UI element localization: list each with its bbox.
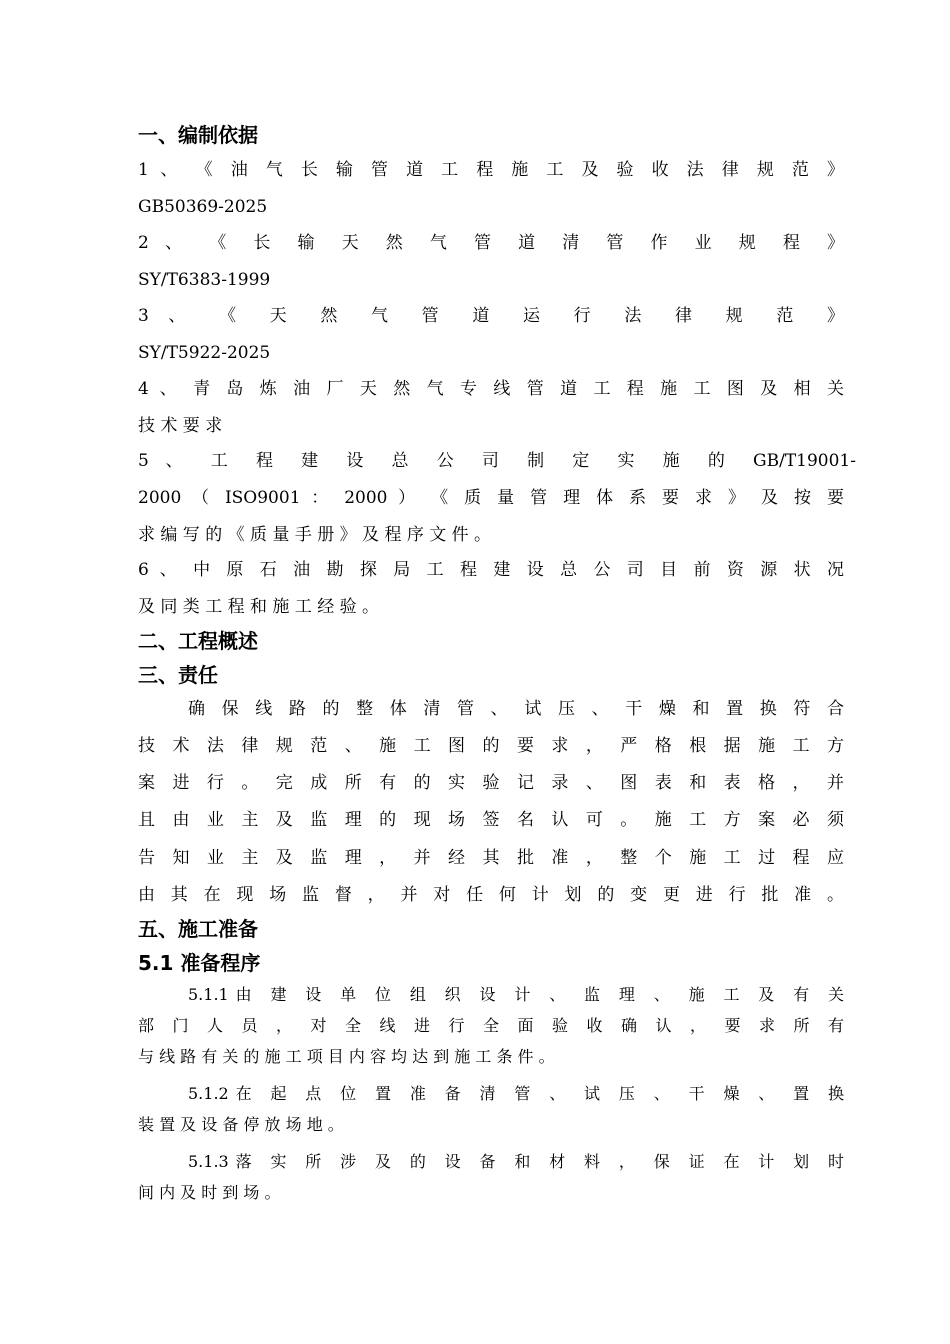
prep-5-1-3: 5.1.3落 实 所 涉 及 的 设 备 和 材 料 ， 保 证 在 计 划 时: [188, 1152, 844, 1171]
basis-item-5-cont-2: 求 编 写 的 《 质 量 手 册 》 及 程 序 文 件 。: [138, 525, 492, 545]
duty-line-5: 告 知 业 主 及 监 理 ， 并 经 其 批 准 ， 整 个 施 工 过 程 应: [138, 848, 844, 868]
basis-item-3: 3 、 《 天 然 气 管 道 运 行 法 律 规 范 》: [138, 306, 844, 326]
duty-line-2: 技 术 法 律 规 范 、 施 工 图 的 要 求 ， 严 格 根 据 施 工 方: [138, 736, 844, 756]
heading-duty: 三、责任: [138, 663, 218, 687]
basis-item-2: 2 、 《 长 输 天 然 气 管 道 清 管 作 业 规 程 》: [138, 233, 844, 253]
prep-5-1-2: 5.1.2在 起 点 位 置 准 备 清 管 、 试 压 、 干 燥 、 置 换: [188, 1084, 844, 1103]
heading-overview: 二、工程概述: [138, 629, 258, 653]
heading-basis: 一、编制依据: [138, 123, 258, 147]
basis-item-6: 6 、 中 原 石 油 勘 探 局 工 程 建 设 总 公 司 目 前 资 源 状 况: [138, 560, 844, 580]
basis-item-3-code: SY/T5922-2025: [138, 343, 271, 363]
basis-item-1: 1 、 《 油 气 长 输 管 道 工 程 施 工 及 验 收 法 律 规 范 》: [138, 160, 844, 180]
basis-item-1-code: GB50369-2025: [138, 197, 268, 217]
prep-5-1-1: 5.1.1由 建 设 单 位 组 织 设 计 、 监 理 、 施 工 及 有 关: [188, 985, 844, 1004]
basis-item-5-cont-1: 2000 （ ISO9001 ： 2000 ） 《 质 量 管 理 体 系 要 求 》 及 按 要: [138, 488, 844, 508]
prep-5-1-3-cont: 间 内 及 时 到 场 。: [138, 1183, 281, 1202]
prep-5-1-1-cont-2: 与 线 路 有 关 的 施 工 项 目 内 容 均 达 到 施 工 条 件 。: [138, 1047, 555, 1066]
duty-line-3: 案 进 行 。 完 成 所 有 的 实 验 记 录 、 图 表 和 表 格 ， 并: [138, 773, 844, 793]
duty-line-6: 由 其 在 现 场 监 督 ， 并 对 任 何 计 划 的 变 更 进 行 批 准 。: [138, 885, 844, 905]
basis-item-4-cont: 技 术 要 求: [138, 416, 223, 436]
heading-preparation: 五、施工准备: [138, 917, 258, 941]
heading-procedure: 5.1 准备程序: [138, 951, 261, 975]
prep-5-1-1-cont-1: 部 门 人 员 ， 对 全 线 进 行 全 面 验 收 确 认 ， 要 求 所 有: [138, 1016, 844, 1035]
duty-line-4: 且 由 业 主 及 监 理 的 现 场 签 名 认 可 。 施 工 方 案 必 须: [138, 810, 844, 830]
basis-item-5: 5 、 工 程 建 设 总 公 司 制 定 实 施 的 GB/T19001-: [138, 451, 856, 471]
duty-line-1: 确 保 线 路 的 整 体 清 管 、 试 压 、 干 燥 和 置 换 符 合: [188, 699, 844, 719]
basis-item-4: 4 、 青 岛 炼 油 厂 天 然 气 专 线 管 道 工 程 施 工 图 及 相 关: [138, 379, 844, 399]
basis-item-2-code: SY/T6383-1999: [138, 270, 271, 290]
prep-5-1-2-cont: 装 置 及 设 备 停 放 场 地 。: [138, 1115, 344, 1134]
basis-item-6-cont: 及 同 类 工 程 和 施 工 经 验 。: [138, 597, 380, 617]
